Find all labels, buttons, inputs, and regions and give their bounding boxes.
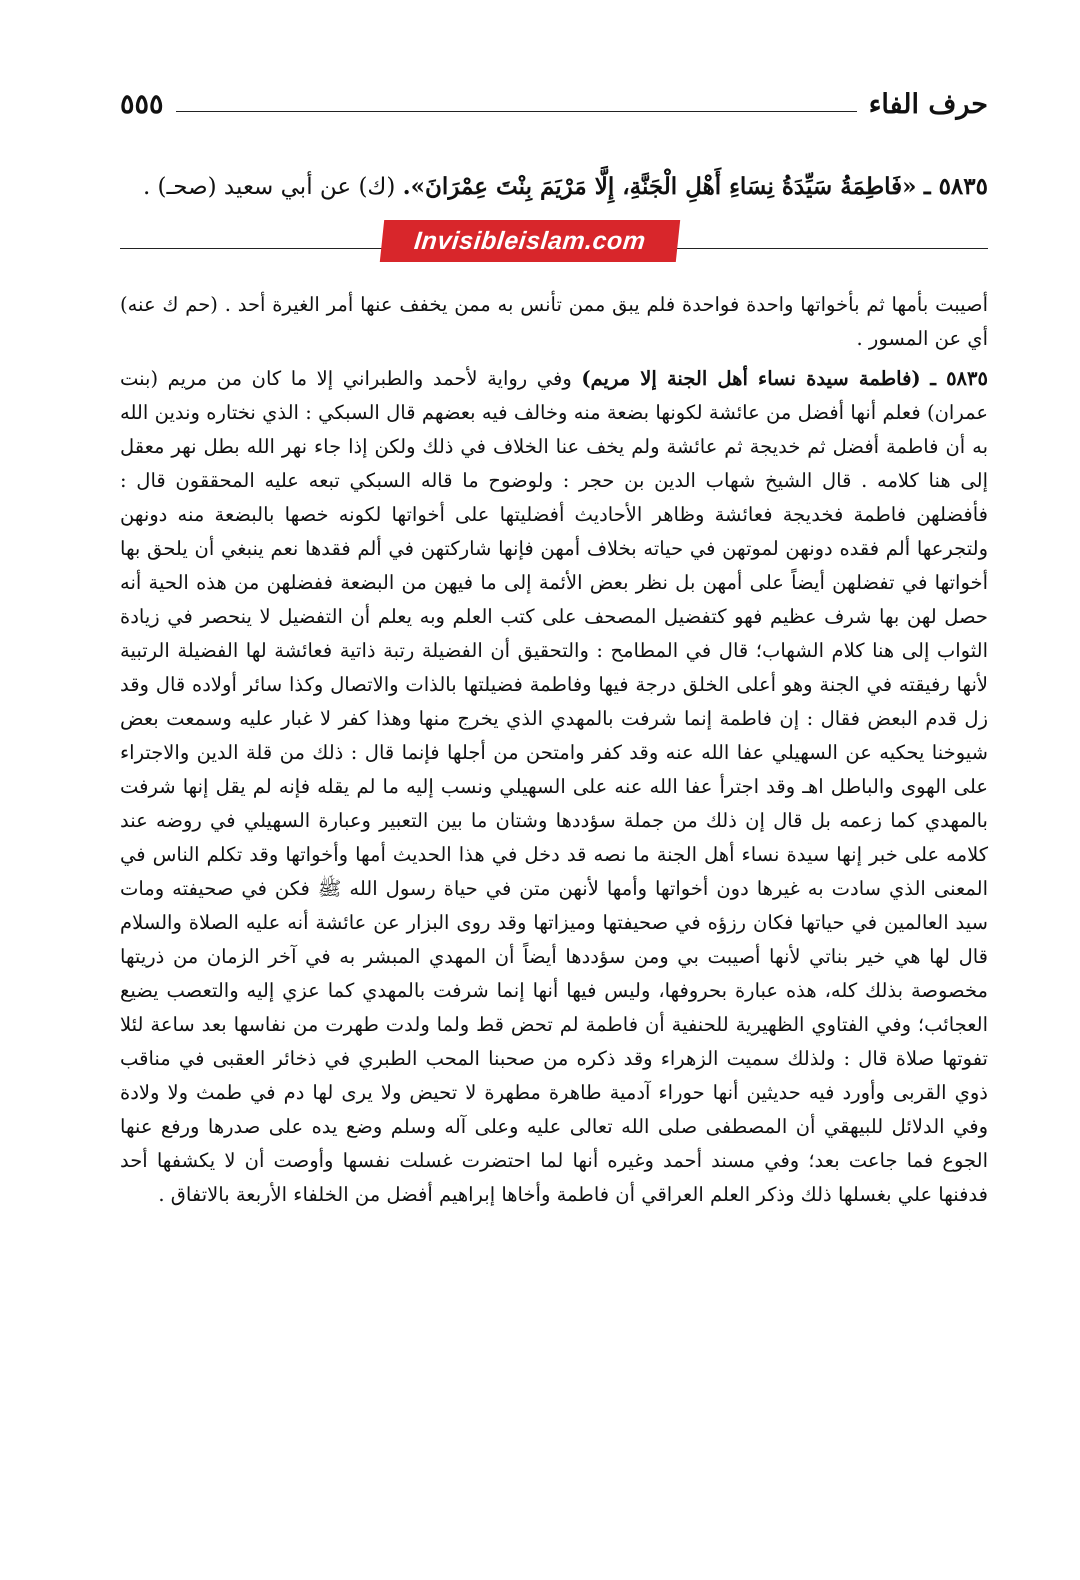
commentary-paragraph bbox=[120, 362, 988, 1212]
running-header bbox=[120, 78, 988, 118]
main-hadith bbox=[120, 156, 988, 218]
text-commentary-separator bbox=[120, 220, 988, 282]
header-rule bbox=[176, 111, 857, 112]
page-number: ٥٥٥ bbox=[120, 89, 164, 120]
chapter-title: حرف الفاء bbox=[868, 89, 988, 120]
previous-commentary-tail: أصيبت بأمها ثم بأخواتها واحدة فواحدة فلم يبق ممن تأنس به ممن يخفف عنها أمر الغيرة أحد . (حم ك عنه) أي عن المسور . bbox=[120, 293, 988, 350]
commentary bbox=[120, 288, 988, 1212]
commentary-number: ٥٨٣٥ ـ bbox=[930, 367, 988, 390]
commentary-body: وفي رواية لأحمد والطبراني إلا ما كان من مريم (بنت عمران) فعلم أنها أفضل من عائشة لكونها بضعة منه وخالف فيه بعضهم قال السبكي : الذي نختاره وندين الله به أن فاطمة أفضل ثم خديجة ثم عائشة ولم يخف عنا الخلاف في ذلك ولكن إذا جاء نهر الله بطل نهر معقل إلى هنا كلامه . قال الشيخ شهاب الدين بن حجر : ولوضوح ما قاله السبكي تبعه عليه المحققون قال : فأفضلهن فاطمة فخديجة فعائشة وظاهر الأحاديث أفضليتها على أخواتها لكونه خصها بالبضعة منه دونهن ولتجرعها ألم فقده دونهن لموتهن في حياته بخلاف أمهن فإنها شاركتهن في ألم فقدها نعم ينبغي أن يلحق بها أخواتها في تفضلهن أيضاً على أمهن بل نظر بعض الأئمة إلى ما فيهن من البضعة ففضلهن من هذه الحية أنه حصل لهن بها شرف عظيم فهو كتفضيل المصحف على كتب العلم وبه يعلم أن التفضيل لا ينحصر في زيادة الثواب إلى هنا كلام الشهاب؛ قال في المطامح : والتحقيق أن الفضيلة رتبة ذاتية فعائشة لها الفضيلة الرتبية لأنها رفيقته في الجنة وهو أعلى الخلق درجة فيها وفاطمة فضيلتها بالذات والاتصال وكذا سائر أولاده قال وقد زل قدم البعض فقال : إن فاطمة إنما شرفت بالمهدي الذي يخرج منها وهذا كفر لا غبار عليه وسمعت بعض شيوخنا يحكيه عن السهيلي عفا الله عنه وقد كفر وامتحن من أجلها فإنما قال : ذلك من قلة الدين والاجتراء على الهوى والباطل اهـ وقد اجترأ عفا الله عنه على السهيلي ونسب إليه ما لم يقله فإنه لم يقل إنها شرفت بالمهدي كما زعمه بل قال إن ذلك من جملة سؤددها وشتان ما بين التعبير وعبارة السهيلي في روضه عند كلامه على خبر إنها سيدة نساء أهل الجنة ما نصه قد دخل في هذا الحديث أمها وأخواتها وقد تكلم الناس في المعنى الذي سادت به غيرها دون أخواتها وأمها لأنهن متن في حياة رسول الله ﷺ فكن في صحيفته ومات سيد العالمين في حياتها فكان رزؤه في صحيفتها وميزاتها وقد روى البزار عن عائشة أنه عليه الصلاة والسلام قال لها هي خير بناتي لأنها أصيبت بي ومن سؤددها أيضاً أن المهدي المبشر به في آخر الزمان من ذريتها مخصوصة بذلك كله، هذه عبارة بحروفها، وليس فيها أنها إنما شرفت بالمهدي كما عزي إليه والتعصب يضيع العجائب؛ وفي الفتاوي الظهيرية للحنفية أن فاطمة لم تحض قط ولما ولدت طهرت من نفاسها بعد ساعة لئلا تفوتها صلاة قال : ولذلك سميت الزهراء وقد ذكره من صحبنا المحب الطبري في ذخائر العقبى في مناقب ذوي القربى وأورد فيه حديثين أنها حوراء آدمية طاهرة مطهرة لا تحيض ولا يرى لها دم في طمث ولا ولادة وفي الدلائل للبيهقي أن المصطفى صلى الله تعالى عليه وعلى آله وسلم وضع يده على صدرها ورفع عنها الجوع فما جاعت بعد؛ وفي مسند أحمد وغيره أنها لما احتضرت غسلت نفسها وأوصت أن لا يكشفها أحد فدفنها علي بغسلها ذلك وذكر العلم العراقي أن فاطمة وأخاها إبراهيم أفضل من الخلفاء الأربعة بالاتفاق . bbox=[120, 367, 989, 1206]
hadith-text: «فَاطِمَةُ سَيِّدَةُ نِسَاءِ أَهْلِ الْجَنَّةِ، إِلَّا مَرْيَمَ بِنْتَ عِمْرَانَ». bbox=[402, 173, 917, 200]
watermark-banner: Invisibleislam.com bbox=[380, 220, 680, 262]
hadith-source: (ك) عن أبي سعيد (صحـ) . bbox=[142, 174, 396, 200]
hadith-number: ٥٨٣٥ ـ bbox=[923, 173, 988, 200]
commentary-lemma: (فاطمة سيدة نساء أهل الجنة إلا مريم) bbox=[581, 367, 921, 390]
